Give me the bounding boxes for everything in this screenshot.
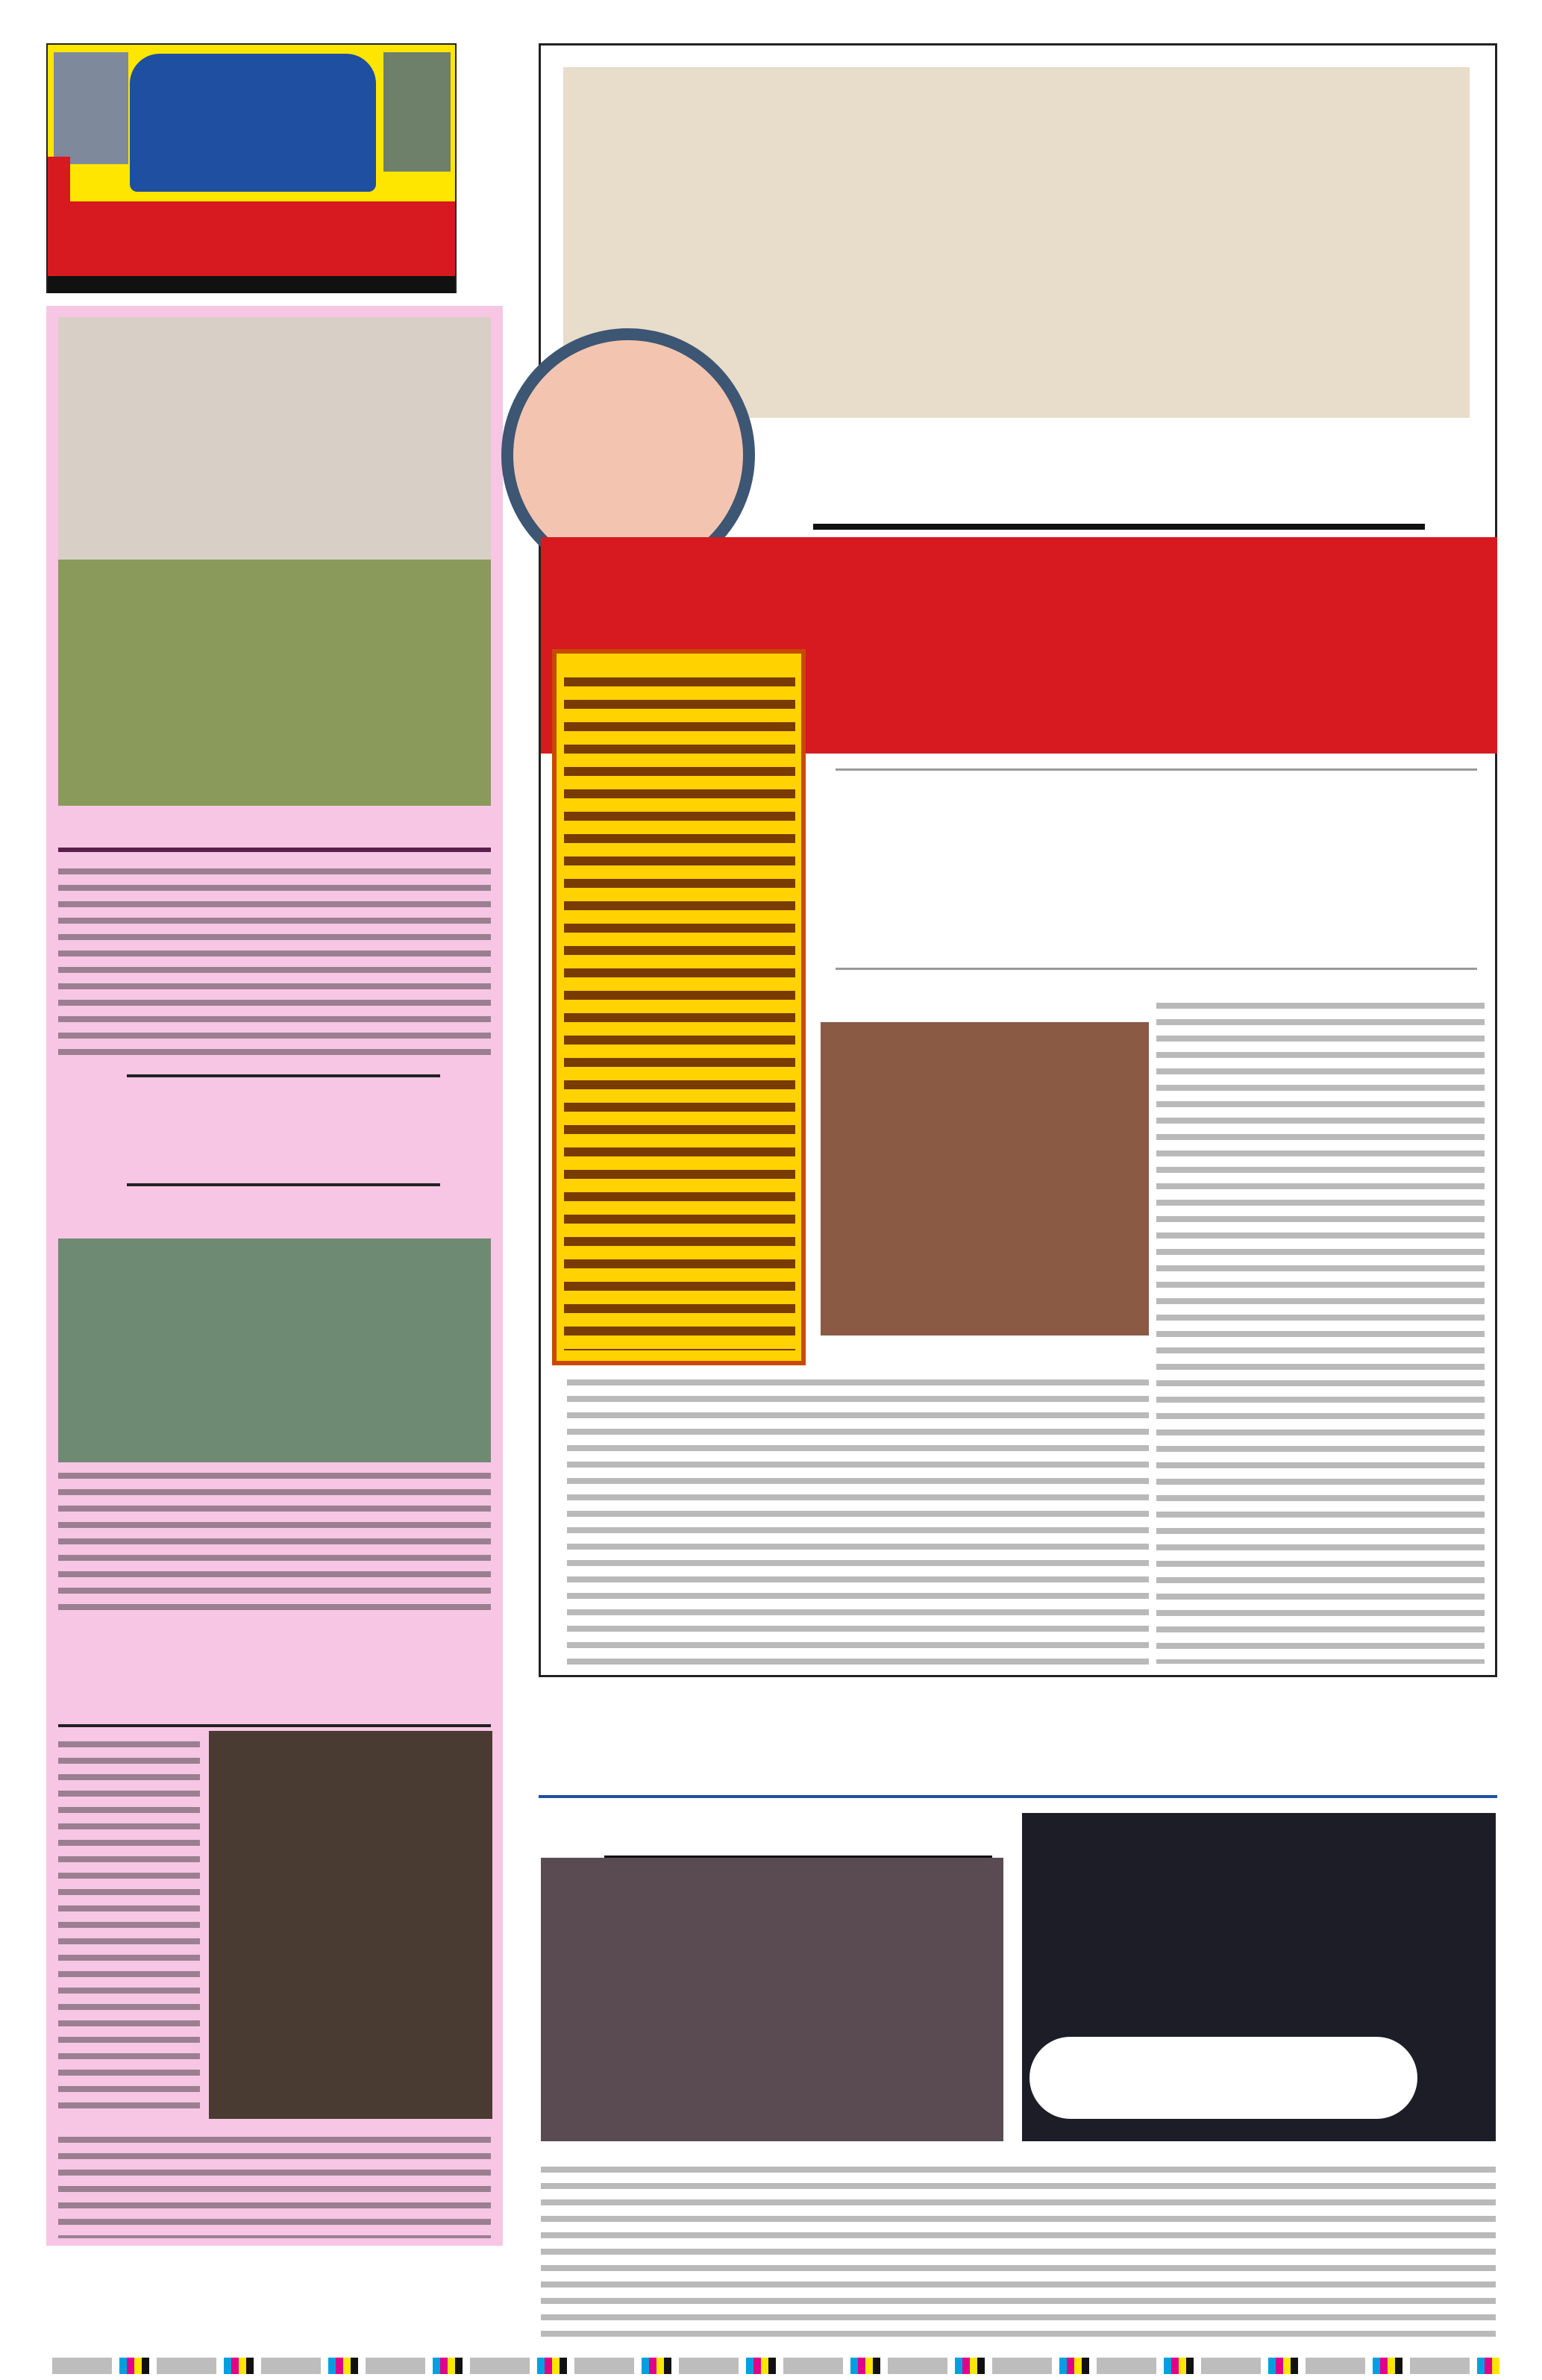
top-story-body-right	[1156, 992, 1485, 1664]
bottom-story-subhead	[604, 1806, 992, 1858]
left-article-1	[58, 858, 491, 1059]
bottom-story-body	[541, 2156, 1496, 2343]
left-photo-shivalingam	[209, 1731, 492, 2119]
masthead-state-map	[383, 52, 451, 172]
left-article-3-column	[58, 1731, 200, 2119]
top-story-subhead-list	[836, 768, 1477, 970]
masthead-logo-mark	[130, 54, 376, 192]
top-story-body-left	[567, 1369, 1149, 1667]
left-article-2	[58, 1462, 491, 1612]
registration-strip	[52, 2358, 1499, 2374]
bottom-story-rally-banner	[1029, 2037, 1417, 2119]
masthead	[46, 43, 457, 293]
left-photo-seed-testing	[58, 560, 491, 806]
left-photo-food-kits	[58, 317, 491, 563]
left-article-3-tail	[58, 2126, 491, 2238]
page-number-badge	[48, 157, 70, 201]
left-headline-1-bar	[58, 806, 491, 852]
top-story-highlight-text	[564, 664, 795, 1350]
left-headline-2-block	[127, 1074, 440, 1186]
top-story-kicker-bar	[813, 463, 1425, 530]
bottom-story-headline	[539, 1709, 1497, 1798]
bottom-story-photo-rally-1	[541, 1858, 1003, 2141]
left-photo-arrest	[58, 1238, 491, 1462]
date-bar	[48, 276, 455, 293]
left-headline-3-bar	[58, 1623, 491, 1727]
edition-name-bar	[48, 201, 455, 276]
masthead-deity-image	[54, 52, 128, 164]
top-story-photo-meat-cutting	[821, 1022, 1149, 1335]
